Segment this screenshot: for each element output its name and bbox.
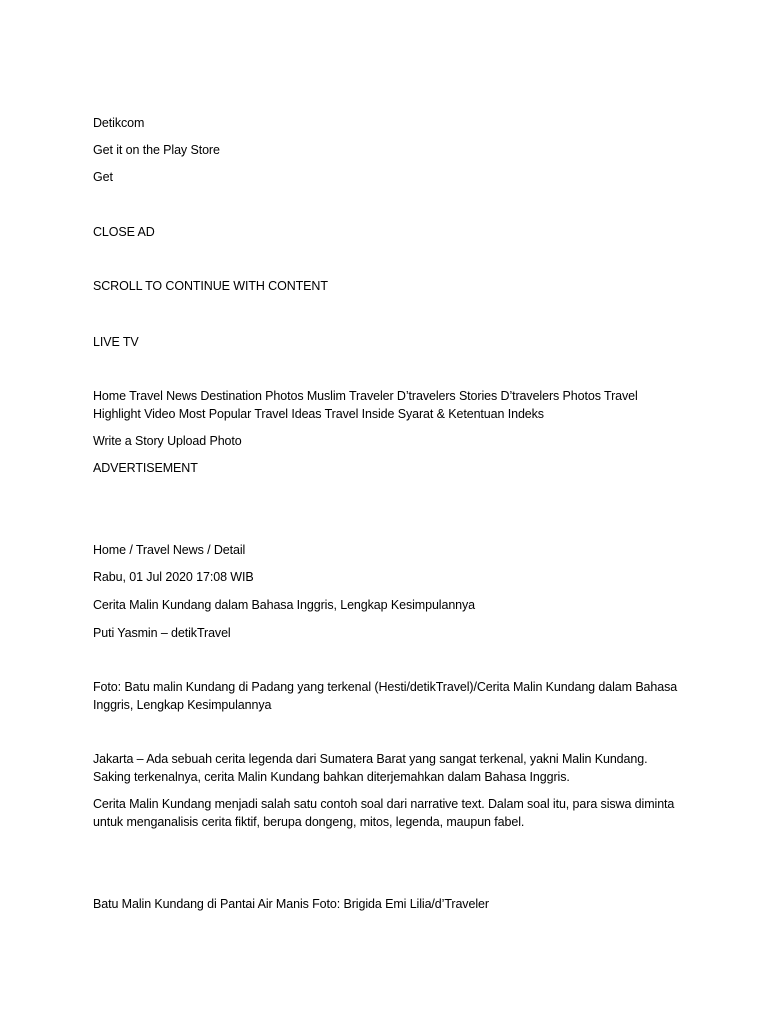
get-link[interactable]: Get [93, 170, 113, 184]
article-headline: Cerita Malin Kundang dalam Bahasa Inggris, Lengkap Kesimpulannya [93, 598, 476, 612]
photo-caption: Foto: Batu malin Kundang di Padang yang terkenal (Hesti/detikTravel)/Cerita Malin Kundang dalam Bahasa Inggris, Lengkap Kesimpulannya [93, 680, 678, 712]
article-datetime: Rabu, 01 Jul 2020 17:08 WIB [93, 570, 254, 584]
close-ad-button[interactable]: CLOSE AD [93, 225, 155, 239]
breadcrumb[interactable]: Home / Travel News / Detail [93, 543, 246, 557]
advertisement-label: ADVERTISEMENT [93, 461, 198, 475]
scroll-prompt: SCROLL TO CONTINUE WITH CONTENT [93, 279, 328, 293]
play-store-link[interactable]: Get it on the Play Store [93, 143, 220, 157]
article-author: Puti Yasmin – detikTravel [93, 626, 231, 640]
article-paragraph-1: Jakarta – Ada sebuah cerita legenda dari Sumatera Barat yang sangat terkenal, yakni Malin Kundang. Saking terkenalnya, cerita Malin Kundang bahkan diterjemahkan dalam Bahasa Inggris. [93, 752, 648, 784]
document-page [93, 0, 693, 1024]
live-tv-link[interactable]: LIVE TV [93, 335, 139, 349]
nav-menu[interactable]: Home Travel News Destination Photos Muslim Traveler D’travelers Stories D’travelers Photos Travel Highlight Video Most Popular Travel Ideas Travel Inside Syarat & Ketentuan Indeks [93, 389, 638, 421]
article-paragraph-2: Cerita Malin Kundang menjadi salah satu contoh soal dari narrative text. Dalam soal itu, para siswa diminta untuk menganalisis cerita fiktif, berupa dongeng, mitos, legenda, maupun fabel. [93, 797, 675, 829]
write-upload-links[interactable]: Write a Story Upload Photo [93, 434, 242, 448]
photo-caption-2: Batu Malin Kundang di Pantai Air Manis Foto: Brigida Emi Lilia/d’Traveler [93, 897, 489, 911]
app-name: Detikcom [93, 116, 145, 130]
